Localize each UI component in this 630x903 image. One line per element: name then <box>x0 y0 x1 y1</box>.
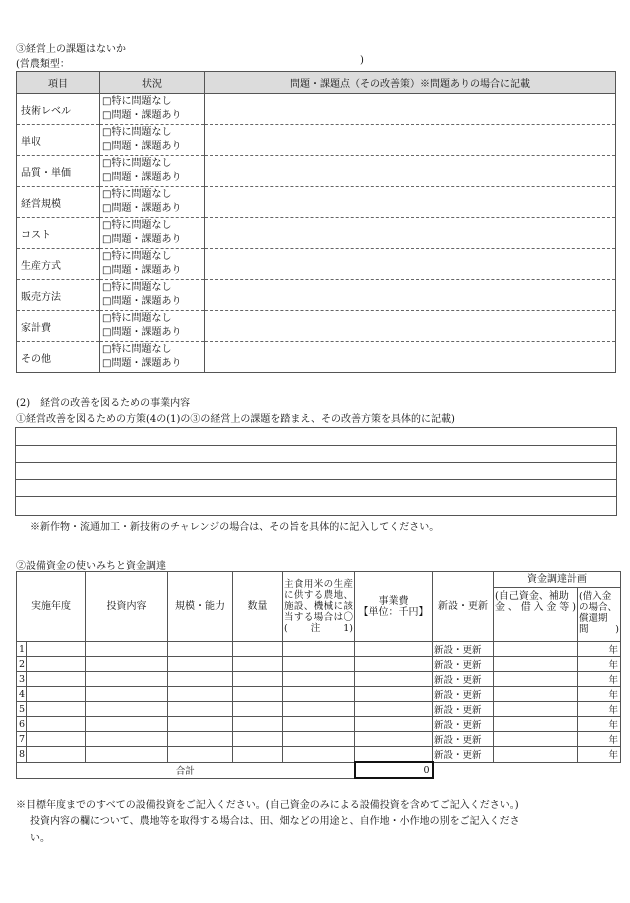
qty-cell[interactable] <box>233 687 283 702</box>
cost-cell[interactable] <box>355 672 433 687</box>
cost-cell[interactable] <box>355 747 433 763</box>
total-label: 合計 <box>17 762 355 778</box>
kind-cell[interactable]: 新設・更新 <box>433 687 494 702</box>
issue-status[interactable] <box>100 218 205 249</box>
kind-cell[interactable]: 新設・更新 <box>433 732 494 747</box>
status-no-problem[interactable]: □特に問題なし <box>102 251 172 262</box>
loan-years-cell[interactable]: 年 <box>578 687 621 702</box>
source-cell[interactable] <box>494 717 578 732</box>
source-cell[interactable] <box>494 702 578 717</box>
year-cell[interactable] <box>27 687 86 702</box>
issue-status[interactable] <box>100 342 205 373</box>
row-number: 2 <box>17 657 27 672</box>
issue-problem-field[interactable] <box>205 249 616 280</box>
qty-cell[interactable] <box>233 642 283 657</box>
issue-problem-field[interactable] <box>205 218 616 249</box>
equipment-row <box>17 747 621 763</box>
cost-cell[interactable] <box>355 717 433 732</box>
equipment-row <box>17 642 621 657</box>
issue-problem-field[interactable] <box>205 125 616 156</box>
header-plan: 資金調達計画 <box>494 572 621 588</box>
header-status: 状況 <box>100 72 205 94</box>
issue-status[interactable] <box>100 156 205 187</box>
kind-cell[interactable]: 新設・更新 <box>433 747 494 763</box>
year-cell[interactable] <box>27 657 86 672</box>
source-cell[interactable] <box>494 747 578 763</box>
loan-years-cell[interactable]: 年 <box>578 732 621 747</box>
scale-cell[interactable] <box>168 717 233 732</box>
rice-cell[interactable] <box>283 747 355 763</box>
source-cell[interactable] <box>494 642 578 657</box>
content-cell[interactable] <box>86 672 168 687</box>
issue-item-label: 経営規模 <box>17 187 100 218</box>
issue-status[interactable] <box>100 280 205 311</box>
issue-status[interactable] <box>100 311 205 342</box>
footer-note-3: い。 <box>30 833 50 844</box>
measures-lined-box[interactable] <box>15 427 617 516</box>
equipment-row <box>17 657 621 672</box>
loan-years-cell[interactable]: 年 <box>578 747 621 763</box>
status-has-problem[interactable]: □問題・課題あり <box>102 172 182 183</box>
year-cell[interactable] <box>27 702 86 717</box>
header-source: (自己資金、補助金、借入金等) <box>494 588 578 642</box>
section-heading-issues: ③経営上の課題はないか <box>16 44 126 55</box>
issue-row <box>17 249 616 280</box>
header-scale: 規模・能力 <box>168 572 233 642</box>
year-cell[interactable] <box>27 732 86 747</box>
issue-problem-field[interactable] <box>205 342 616 373</box>
row-number: 5 <box>17 702 27 717</box>
qty-cell[interactable] <box>233 657 283 672</box>
rice-cell[interactable] <box>283 672 355 687</box>
status-no-problem[interactable]: □特に問題なし <box>102 189 172 200</box>
cost-cell[interactable] <box>355 702 433 717</box>
header-rice: 主食用米の生産に供する農地、施設、機械に該当する場合は〇(注1) <box>283 572 355 642</box>
scale-cell[interactable] <box>168 732 233 747</box>
note-challenge: ※新作物・流通加工・新技術のチャレンジの場合は、その旨を具体的に記入してください。 <box>30 522 440 533</box>
equipment-row <box>17 702 621 717</box>
issue-item-label: その他 <box>17 342 100 373</box>
source-cell[interactable] <box>494 672 578 687</box>
content-cell[interactable] <box>86 702 168 717</box>
year-cell[interactable] <box>27 642 86 657</box>
header-loan: (借入金の場合、償還期間) <box>578 588 621 642</box>
status-has-problem[interactable]: □問題・課題あり <box>102 358 182 369</box>
issue-item-label: 単収 <box>17 125 100 156</box>
issue-item-label: コスト <box>17 218 100 249</box>
loan-years-cell[interactable]: 年 <box>578 642 621 657</box>
source-cell[interactable] <box>494 657 578 672</box>
issue-status[interactable] <box>100 187 205 218</box>
issue-status[interactable] <box>100 94 205 125</box>
issue-item-label: 販売方法 <box>17 280 100 311</box>
issues-table <box>16 71 616 373</box>
scale-cell[interactable] <box>168 702 233 717</box>
subheading-equipment: ②設備資金の使いみちと資金調達 <box>16 561 166 572</box>
kind-cell[interactable]: 新設・更新 <box>433 702 494 717</box>
footer-note-2: 投資内容の欄について、農地等を取得する場合は、田、畑などの用途と、自作地・小作地の別をご記入くださ <box>30 816 520 827</box>
issue-row <box>17 218 616 249</box>
issue-row <box>17 187 616 218</box>
row-number: 4 <box>17 687 27 702</box>
status-has-problem[interactable]: □問題・課題あり <box>102 203 182 214</box>
year-cell[interactable] <box>27 747 86 763</box>
issue-row <box>17 280 616 311</box>
content-cell[interactable] <box>86 657 168 672</box>
rice-cell[interactable] <box>283 687 355 702</box>
scale-cell[interactable] <box>168 687 233 702</box>
scale-cell[interactable] <box>168 657 233 672</box>
row-number: 8 <box>17 747 27 763</box>
content-cell[interactable] <box>86 687 168 702</box>
status-no-problem[interactable]: □特に問題なし <box>102 313 172 324</box>
rice-cell[interactable] <box>283 642 355 657</box>
issue-row <box>17 94 616 125</box>
qty-cell[interactable] <box>233 702 283 717</box>
year-cell[interactable] <box>27 672 86 687</box>
header-cost-line1: 事業費 <box>378 595 409 607</box>
row-number: 7 <box>17 732 27 747</box>
qty-cell[interactable] <box>233 732 283 747</box>
loan-years-cell[interactable]: 年 <box>578 702 621 717</box>
cost-cell[interactable] <box>355 642 433 657</box>
scale-cell[interactable] <box>168 642 233 657</box>
cost-cell[interactable] <box>355 687 433 702</box>
rice-cell[interactable] <box>283 732 355 747</box>
content-cell[interactable] <box>86 747 168 763</box>
status-no-problem[interactable]: □特に問題なし <box>102 96 172 107</box>
issue-problem-field[interactable] <box>205 311 616 342</box>
row-number: 3 <box>17 672 27 687</box>
equipment-row <box>17 687 621 702</box>
issue-status[interactable] <box>100 249 205 280</box>
scale-cell[interactable] <box>168 747 233 763</box>
issue-problem-field[interactable] <box>205 94 616 125</box>
qty-cell[interactable] <box>233 672 283 687</box>
status-no-problem[interactable]: □特に問題なし <box>102 220 172 231</box>
header-year: 実施年度 <box>17 572 86 642</box>
status-has-problem[interactable]: □問題・課題あり <box>102 110 182 121</box>
header-problem: 問題・課題点（その改善策）※問題ありの場合に記載 <box>205 72 616 94</box>
status-no-problem[interactable]: □特に問題なし <box>102 127 172 138</box>
year-cell[interactable] <box>27 717 86 732</box>
status-has-problem[interactable]: □問題・課題あり <box>102 327 182 338</box>
farm-type-close: ) <box>360 55 364 66</box>
content-cell[interactable] <box>86 642 168 657</box>
loan-years-cell[interactable]: 年 <box>578 717 621 732</box>
total-value: 0 <box>355 762 433 778</box>
status-no-problem[interactable]: □特に問題なし <box>102 158 172 169</box>
qty-cell[interactable] <box>233 747 283 763</box>
equipment-row <box>17 672 621 687</box>
issue-row <box>17 156 616 187</box>
header-cost <box>355 572 433 642</box>
cost-cell[interactable] <box>355 732 433 747</box>
header-cost-line2: 【単位：千円】 <box>358 606 429 618</box>
subheading-measures: ①経営改善を図るための方策(4の(1)の③の経営上の課題を踏まえ、その改善方策を具体的に記載) <box>16 414 455 425</box>
kind-cell[interactable]: 新設・更新 <box>433 657 494 672</box>
header-item: 項目 <box>17 72 100 94</box>
farm-type-label: (営農類型： <box>16 59 70 70</box>
header-qty: 数量 <box>233 572 283 642</box>
equipment-table <box>16 571 621 779</box>
issue-status[interactable] <box>100 125 205 156</box>
scale-cell[interactable] <box>168 672 233 687</box>
content-cell[interactable] <box>86 717 168 732</box>
kind-cell[interactable]: 新設・更新 <box>433 717 494 732</box>
issue-item-label: 家計費 <box>17 311 100 342</box>
section-heading-improvement: (2) 経営の改善を図るための事業内容 <box>16 398 191 409</box>
row-number: 6 <box>17 717 27 732</box>
issue-item-label: 品質・単価 <box>17 156 100 187</box>
issue-item-label: 技術レベル <box>17 94 100 125</box>
source-cell[interactable] <box>494 732 578 747</box>
issue-row <box>17 342 616 373</box>
cost-cell[interactable] <box>355 657 433 672</box>
rice-cell[interactable] <box>283 702 355 717</box>
equipment-row <box>17 717 621 732</box>
loan-years-cell[interactable]: 年 <box>578 657 621 672</box>
status-no-problem[interactable]: □特に問題なし <box>102 282 172 293</box>
status-has-problem[interactable]: □問題・課題あり <box>102 296 182 307</box>
status-has-problem[interactable]: □問題・課題あり <box>102 234 182 245</box>
issue-problem-field[interactable] <box>205 187 616 218</box>
status-has-problem[interactable]: □問題・課題あり <box>102 141 182 152</box>
issue-row <box>17 311 616 342</box>
header-kind: 新設・更新 <box>433 572 494 642</box>
issue-problem-field[interactable] <box>205 156 616 187</box>
status-no-problem[interactable]: □特に問題なし <box>102 344 172 355</box>
loan-years-cell[interactable]: 年 <box>578 672 621 687</box>
status-has-problem[interactable]: □問題・課題あり <box>102 265 182 276</box>
issue-problem-field[interactable] <box>205 280 616 311</box>
rice-cell[interactable] <box>283 717 355 732</box>
qty-cell[interactable] <box>233 717 283 732</box>
equipment-row <box>17 732 621 747</box>
kind-cell[interactable]: 新設・更新 <box>433 672 494 687</box>
header-content: 投資内容 <box>86 572 168 642</box>
content-cell[interactable] <box>86 732 168 747</box>
issue-row <box>17 125 616 156</box>
issue-item-label: 生産方式 <box>17 249 100 280</box>
source-cell[interactable] <box>494 687 578 702</box>
footer-note-1: ※目標年度までのすべての設備投資をご記入ください。(自己資金のみによる設備投資を含めてご記入ください。) <box>16 800 519 811</box>
kind-cell[interactable]: 新設・更新 <box>433 642 494 657</box>
rice-cell[interactable] <box>283 657 355 672</box>
row-number: 1 <box>17 642 27 657</box>
